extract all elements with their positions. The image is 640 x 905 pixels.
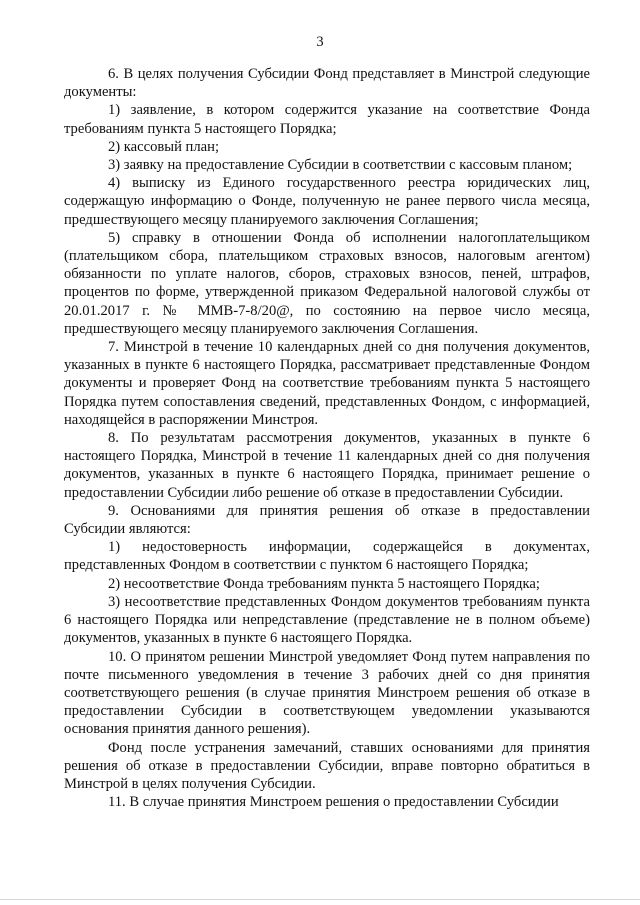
paragraph-9: 9. Основаниями для принятия решения об отказе в предоставлении Субсидии являются:: [64, 502, 590, 538]
document-body: [64, 65, 590, 811]
paragraph-10-continuation: Фонд после устранения замечаний, ставших основаниями для принятия решения об отказе в предоставлении Субсидии, вправе повторно обратиться в Минстрой в целях получения Субсидии.: [64, 739, 590, 792]
paragraph-6-item-1: 1) заявление, в котором содержится указание на соответствие Фонда требованиям пункта 5 настоящего Порядка;: [64, 102, 590, 137]
paragraph-9-item-1: 1) недостоверность информации, содержащейся в документах, представленных Фондом в соответствии с пунктом 6 настоящего Порядка;: [64, 539, 590, 574]
paragraph-10: 10. О принятом решении Минстрой уведомляет Фонд путем направления по почте письменного уведомления в течение 3 рабочих дней со дня принятия соответствующего решения (в случае принятия Минстроем решения об отказе в предоставлении Субсидии в соответствующем уведомлении указываются основания принятия данного решения).: [64, 648, 590, 738]
paragraph-7: 7. Минстрой в течение 10 календарных дней со дня получения документов, указанных в пункте 6 настоящего Порядка, рассматривает представленные Фондом документы и проверяет Фонд на соответствие требованиям пункта 5 настоящего Порядка путем сопоставления сведений, представленных Фондом, с информацией, находящейся в распоряжении Минстроя.: [64, 339, 590, 428]
paragraph-6-item-4: 4) выписку из Единого государственного реестра юридических лиц, содержащую информацию о Фонде, полученную не ранее первого числа месяца, предшествующего месяцу планируемого заключения Соглашения;: [64, 175, 590, 228]
paragraph-9-item-2: 2) несоответствие Фонда требованиям пункта 5 настоящего Порядка;: [108, 575, 540, 592]
paragraph-6-item-2: 2) кассовый план;: [108, 138, 219, 155]
paragraph-6: 6. В целях получения Субсидии Фонд представляет в Минстрой следующие документы:: [64, 66, 590, 101]
paragraph-11: 11. В случае принятия Минстроем решения о предоставлении Субсидии: [108, 794, 559, 811]
page-bottom-edge: [0, 899, 640, 900]
paragraph-6-item-3: 3) заявку на предоставление Субсидии в соответствии с кассовым планом;: [108, 157, 573, 174]
page-number: 3: [316, 34, 324, 50]
paragraph-6-item-5: 5) справку в отношении Фонда об исполнении налогоплательщиком (плательщиком сбора, плательщиком страховых взносов, налоговым агентом) обязанности по уплате налогов, сборов, страховых взносов, пеней, штрафов, процентов по форме, утвержденной приказом Федеральной налоговой службы от 20.01.2017 г. № ММВ-7-8/20@, по состоянию на первое число месяца, предшествующего месяцу планируемого заключения Соглашения.: [64, 229, 590, 337]
paragraph-8: 8. По результатам рассмотрения документов, указанных в пункте 6 настоящего Порядка, Минстрой в течение 11 календарных дней со дня получения документов, указанных в пункте 6 настоящего Порядка, принимает решение о предоставлении Субсидии либо решение об отказе в предоставлении Субсидии.: [64, 430, 590, 501]
paragraph-9-item-3: 3) несоответствие представленных Фондом документов требованиям пункта 6 настоящего Порядка или непредставление (представление не в полном объеме) документов, указанных в пункте 6 настоящего Порядка.: [64, 593, 590, 647]
